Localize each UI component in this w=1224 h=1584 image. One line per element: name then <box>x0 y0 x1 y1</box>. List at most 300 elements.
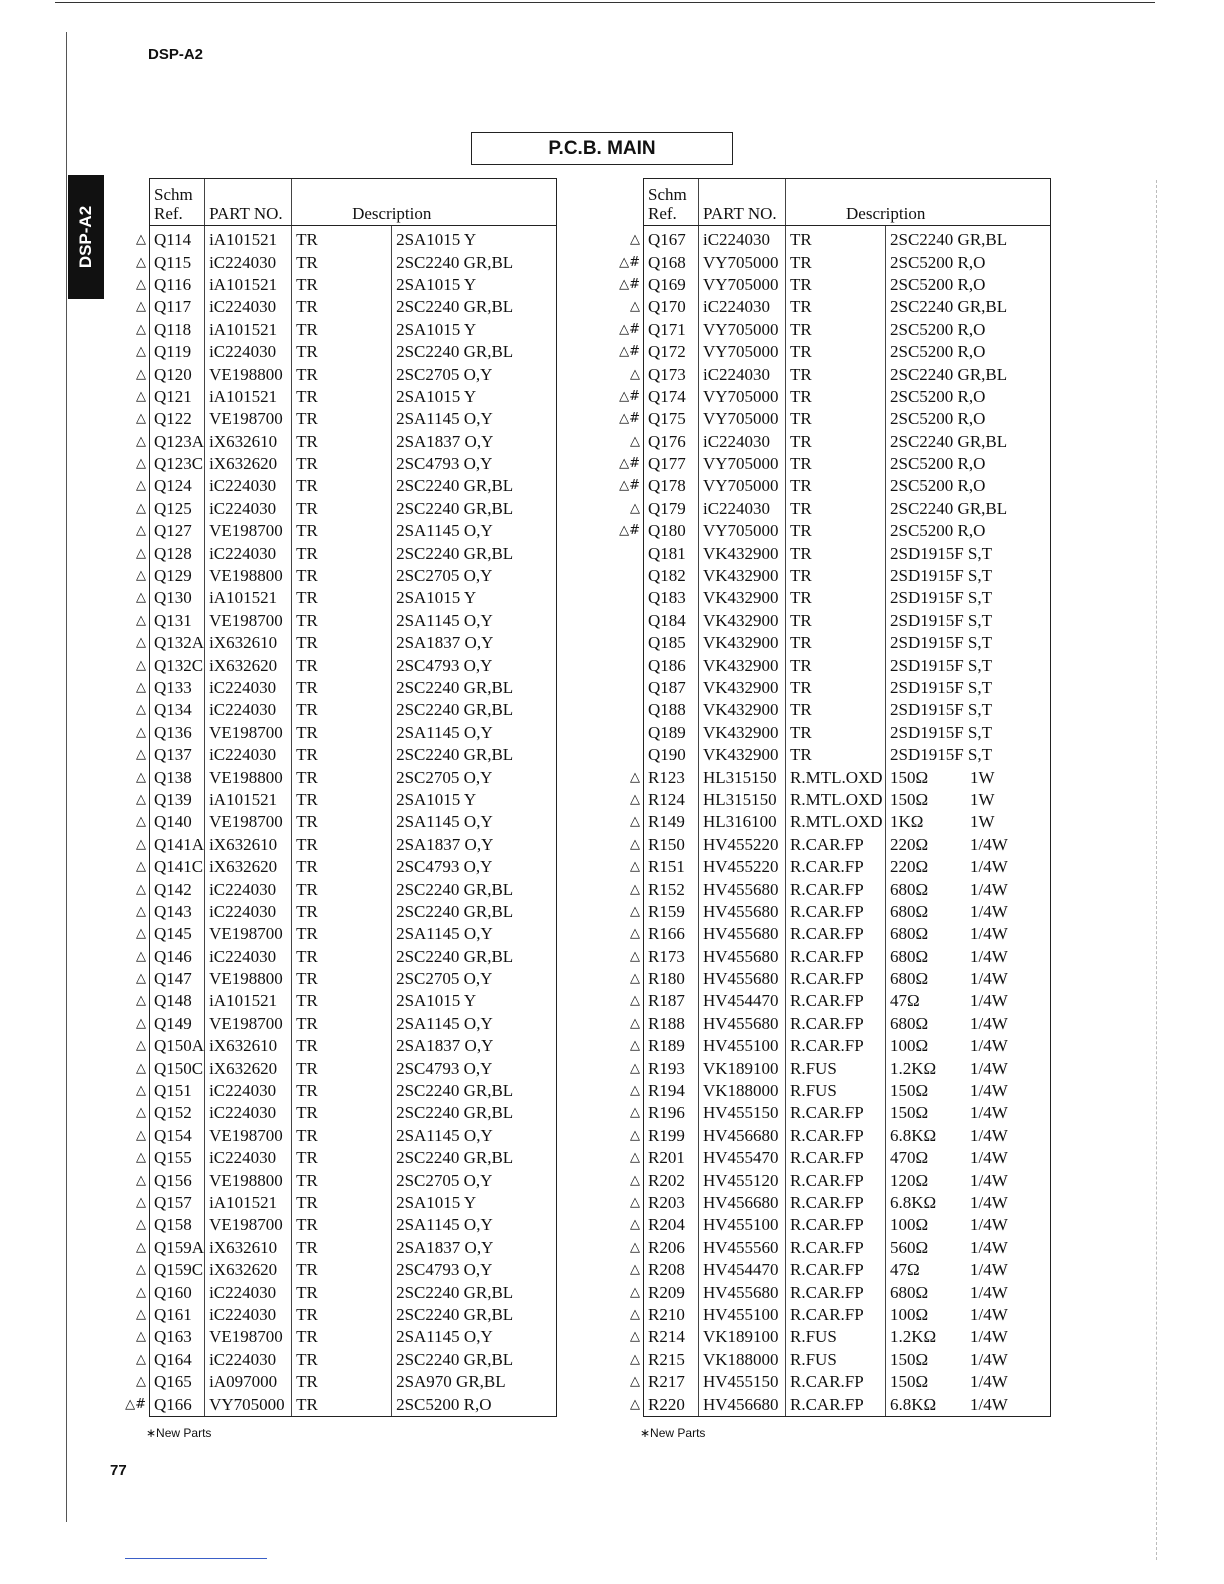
safety-mark: △ <box>136 814 146 830</box>
part-type: TR <box>786 498 886 520</box>
part-type: TR <box>292 722 392 744</box>
description <box>392 923 557 945</box>
safety-mark: △ <box>136 456 146 472</box>
description <box>886 1169 1051 1191</box>
description-value: 2SA1145 O,Y <box>396 1327 493 1347</box>
bottom-rule <box>125 1558 267 1559</box>
table-row <box>110 811 557 833</box>
rating: 1/4W <box>970 1148 1008 1168</box>
description <box>392 363 557 385</box>
schm-ref: Q171 <box>644 319 699 341</box>
description-value: 2SC2240 GR,BL <box>396 498 514 518</box>
schm-ref: Q190 <box>644 744 699 766</box>
description-value: 2SA1015 Y <box>396 386 477 406</box>
table-row <box>110 654 557 676</box>
table-row <box>110 542 557 564</box>
table-row <box>110 1169 557 1191</box>
table-row <box>604 1147 1051 1169</box>
table-row <box>110 431 557 453</box>
description <box>886 1013 1051 1035</box>
part-no: iA101521 <box>205 274 292 296</box>
table-row <box>110 1057 557 1079</box>
schm-ref: Q118 <box>150 319 205 341</box>
part-type: TR <box>292 834 392 856</box>
safety-mark: △ <box>136 903 146 919</box>
part-type: R.CAR.FP <box>786 1214 886 1236</box>
description-value: 2SC2240 GR,BL <box>396 1081 514 1101</box>
schm-ref: Q116 <box>150 274 205 296</box>
safety-mark: △ <box>136 388 146 404</box>
schm-ref: Q148 <box>150 990 205 1012</box>
part-type: R.CAR.FP <box>786 1013 886 1035</box>
part-no: iX632610 <box>205 632 292 654</box>
rating: 1/4W <box>970 969 1008 989</box>
description <box>886 386 1051 408</box>
safety-mark: △ <box>136 523 146 539</box>
part-type: TR <box>292 856 392 878</box>
safety-mark: △ <box>630 859 640 875</box>
schm-ref: Q170 <box>644 296 699 318</box>
table-row <box>110 498 557 520</box>
description-value: 2SD1915F S,T <box>890 745 993 765</box>
table-row <box>604 677 1051 699</box>
schm-ref: Q155 <box>150 1147 205 1169</box>
part-type: TR <box>292 587 392 609</box>
table-row <box>110 453 557 475</box>
description <box>886 296 1051 318</box>
part-no: iC224030 <box>205 946 292 968</box>
description-header: Description <box>786 179 1051 226</box>
description <box>392 1013 557 1035</box>
rating: 1/4W <box>970 946 1008 966</box>
description <box>392 341 557 363</box>
description <box>392 1371 557 1393</box>
safety-mark: △ <box>630 500 640 516</box>
schm-ref: Q188 <box>644 699 699 721</box>
description <box>886 834 1051 856</box>
part-type: TR <box>292 408 392 430</box>
safety-mark: △ <box>136 948 146 964</box>
table-row <box>604 632 1051 654</box>
schm-ref: Q124 <box>150 475 205 497</box>
part-no: VE198700 <box>205 811 292 833</box>
ref-header-label: Ref. <box>154 204 183 223</box>
right-margin-rule <box>1156 180 1157 1560</box>
part-no: VY705000 <box>699 475 786 497</box>
part-no: VK188000 <box>699 1080 786 1102</box>
safety-mark: △ <box>630 1105 640 1121</box>
description <box>886 722 1051 744</box>
schm-ref: Q127 <box>150 520 205 542</box>
part-type: TR <box>292 878 392 900</box>
description-value: 2SC2240 GR,BL <box>890 498 1008 518</box>
part-no: HV455100 <box>699 1214 786 1236</box>
description-value: 100Ω <box>890 1036 929 1056</box>
safety-mark: △ <box>136 1060 146 1076</box>
description <box>886 408 1051 430</box>
table-row <box>604 834 1051 856</box>
part-no: VE198700 <box>205 408 292 430</box>
description <box>392 946 557 968</box>
description <box>886 946 1051 968</box>
schm-ref: Q128 <box>150 542 205 564</box>
description-value: 150Ω <box>890 767 929 787</box>
description <box>886 811 1051 833</box>
safety-mark: △ <box>136 993 146 1009</box>
rating: 1/4W <box>970 1192 1008 1212</box>
description-header: Description <box>292 179 557 226</box>
part-type: TR <box>292 677 392 699</box>
table-row <box>110 1147 557 1169</box>
table-row <box>604 542 1051 564</box>
safety-mark: △ <box>136 769 146 785</box>
part-no: HV455150 <box>699 1371 786 1393</box>
description-value: 2SC2240 GR,BL <box>396 1282 514 1302</box>
description <box>886 699 1051 721</box>
schm-ref: Q174 <box>644 386 699 408</box>
description-value: 2SA1145 O,Y <box>396 409 493 429</box>
table-row <box>604 453 1051 475</box>
table-row <box>604 251 1051 273</box>
rating: 1/4W <box>970 1036 1008 1056</box>
part-no: VE198700 <box>205 1214 292 1236</box>
safety-mark: △# <box>619 456 640 472</box>
table-row <box>604 1371 1051 1393</box>
description <box>886 1237 1051 1259</box>
safety-mark: △ <box>136 1329 146 1345</box>
safety-mark: △ <box>136 1127 146 1143</box>
safety-mark: △ <box>136 1217 146 1233</box>
part-type: TR <box>786 274 886 296</box>
part-type: TR <box>786 677 886 699</box>
table-row <box>110 1326 557 1348</box>
part-type: R.CAR.FP <box>786 1035 886 1057</box>
part-type: TR <box>786 226 886 252</box>
description-value: 2SC5200 R,O <box>890 342 986 362</box>
new-parts-note: ∗New Parts <box>640 1426 706 1440</box>
part-no: iA101521 <box>205 319 292 341</box>
schm-ref: Q146 <box>150 946 205 968</box>
description <box>886 901 1051 923</box>
description-value: 2SA1015 Y <box>396 274 477 294</box>
part-type: TR <box>786 475 886 497</box>
schm-ref: R123 <box>644 766 699 788</box>
safety-mark: △ <box>630 881 640 897</box>
safety-mark <box>604 722 644 744</box>
schm-ref: Q141A <box>150 834 205 856</box>
description-value: 2SA1145 O,Y <box>396 812 493 832</box>
schm-ref: Q119 <box>150 341 205 363</box>
safety-mark: △ <box>136 1150 146 1166</box>
schm-ref: Q166 <box>150 1393 205 1416</box>
safety-mark: △ <box>136 1194 146 1210</box>
description-value: 1.2KΩ <box>890 1327 937 1347</box>
part-type: R.CAR.FP <box>786 1169 886 1191</box>
description <box>392 1259 557 1281</box>
description-value: 2SD1915F S,T <box>890 566 993 586</box>
description <box>886 565 1051 587</box>
ref-header <box>150 179 205 226</box>
schm-ref: Q178 <box>644 475 699 497</box>
safety-mark: △ <box>136 433 146 449</box>
part-type: TR <box>292 990 392 1012</box>
part-no: VE198800 <box>205 968 292 990</box>
table-row <box>110 319 557 341</box>
safety-mark: △ <box>630 1329 640 1345</box>
part-no: VY705000 <box>699 274 786 296</box>
table-row <box>110 520 557 542</box>
part-no: HV455680 <box>699 878 786 900</box>
description <box>392 1349 557 1371</box>
description-value: 2SC2705 O,Y <box>396 364 493 384</box>
part-type: TR <box>292 1371 392 1393</box>
part-type: TR <box>786 565 886 587</box>
schm-ref: R188 <box>644 1013 699 1035</box>
description-value: 680Ω <box>890 924 929 944</box>
part-type: TR <box>292 1147 392 1169</box>
table-row <box>110 565 557 587</box>
description-value: 2SA1145 O,Y <box>396 1215 493 1235</box>
description <box>392 1304 557 1326</box>
table-row <box>110 1035 557 1057</box>
table-row <box>604 811 1051 833</box>
rating: 1/4W <box>970 991 1008 1011</box>
safety-mark: △ <box>630 1262 640 1278</box>
part-no: VK432900 <box>699 587 786 609</box>
description <box>886 319 1051 341</box>
description <box>392 654 557 676</box>
table-row <box>604 699 1051 721</box>
schm-ref: Q165 <box>150 1371 205 1393</box>
description-value: 6.8KΩ <box>890 1125 937 1145</box>
safety-mark: △ <box>630 231 640 247</box>
schm-ref: R124 <box>644 789 699 811</box>
table-row <box>110 856 557 878</box>
part-no: iC224030 <box>205 542 292 564</box>
schm-ref: Q151 <box>150 1080 205 1102</box>
schm-ref: R217 <box>644 1371 699 1393</box>
description-value: 220Ω <box>890 857 929 877</box>
table-row <box>604 1214 1051 1236</box>
table-row <box>110 274 557 296</box>
description <box>392 1393 557 1416</box>
part-type: TR <box>292 901 392 923</box>
part-type: TR <box>786 341 886 363</box>
part-no: iC224030 <box>699 226 786 252</box>
part-type: TR <box>292 946 392 968</box>
ref-header <box>644 179 699 226</box>
description <box>392 632 557 654</box>
schm-ref: Q130 <box>150 587 205 609</box>
safety-mark: △ <box>136 836 146 852</box>
part-no: HV455680 <box>699 901 786 923</box>
part-type: TR <box>292 341 392 363</box>
safety-mark: △ <box>630 1083 640 1099</box>
description-value: 2SC2240 GR,BL <box>396 1304 514 1324</box>
description <box>392 453 557 475</box>
description-value: 2SC5200 R,O <box>890 252 986 272</box>
table-row <box>110 408 557 430</box>
description <box>392 789 557 811</box>
description-value: 2SC2240 GR,BL <box>396 1349 514 1369</box>
description <box>886 1349 1051 1371</box>
schm-ref: Q172 <box>644 341 699 363</box>
description <box>392 1281 557 1303</box>
rating: 1/4W <box>970 901 1008 921</box>
schm-ref: R215 <box>644 1349 699 1371</box>
table-row <box>604 968 1051 990</box>
part-no: VK432900 <box>699 610 786 632</box>
table-row <box>604 654 1051 676</box>
part-no: VY705000 <box>699 408 786 430</box>
description-value: 2SC2240 GR,BL <box>396 1148 514 1168</box>
rating: 1/4W <box>970 1327 1008 1347</box>
description-value: 1.2KΩ <box>890 1058 937 1078</box>
schm-ref: Q117 <box>150 296 205 318</box>
part-no: VE198800 <box>205 1169 292 1191</box>
description <box>886 789 1051 811</box>
table-row <box>604 1035 1051 1057</box>
part-type: TR <box>292 632 392 654</box>
table-row <box>110 722 557 744</box>
description <box>392 431 557 453</box>
part-type: R.CAR.FP <box>786 901 886 923</box>
schm-ref: R196 <box>644 1102 699 1124</box>
rating: 1/4W <box>970 879 1008 899</box>
schm-ref: R220 <box>644 1393 699 1416</box>
schm-ref: Q183 <box>644 587 699 609</box>
part-no: VY705000 <box>699 251 786 273</box>
table-row <box>604 1057 1051 1079</box>
description <box>392 744 557 766</box>
part-type: TR <box>292 1393 392 1416</box>
part-type: R.CAR.FP <box>786 968 886 990</box>
section-title: P.C.B. MAIN <box>471 132 733 165</box>
part-no: iX632610 <box>205 1237 292 1259</box>
description <box>392 319 557 341</box>
schm-ref: Q125 <box>150 498 205 520</box>
description <box>392 722 557 744</box>
part-no: iC224030 <box>205 1147 292 1169</box>
safety-mark: △ <box>630 1172 640 1188</box>
description <box>886 1214 1051 1236</box>
part-no: iA101521 <box>205 990 292 1012</box>
part-no: HV455220 <box>699 856 786 878</box>
description <box>392 811 557 833</box>
table-row <box>110 1192 557 1214</box>
description-value: 2SC5200 R,O <box>890 476 986 496</box>
table-row <box>604 1259 1051 1281</box>
description-value: 2SA1015 Y <box>396 230 477 250</box>
description-value: 47Ω <box>890 1260 920 1280</box>
rating: 1/4W <box>970 1125 1008 1145</box>
safety-mark: △ <box>136 680 146 695</box>
description <box>392 968 557 990</box>
safety-mark: △ <box>630 1150 640 1166</box>
part-no: VE198800 <box>205 363 292 385</box>
description-value: 2SC2240 GR,BL <box>396 901 514 921</box>
description <box>886 475 1051 497</box>
part-no: VE198700 <box>205 610 292 632</box>
safety-mark <box>604 610 644 632</box>
part-no: iA101521 <box>205 789 292 811</box>
rating: 1/4W <box>970 1081 1008 1101</box>
description-value: 470Ω <box>890 1148 929 1168</box>
schm-ref: Q147 <box>150 968 205 990</box>
description-value: 2SD1915F S,T <box>890 543 993 563</box>
safety-mark <box>604 699 644 721</box>
part-type: TR <box>292 498 392 520</box>
description <box>392 610 557 632</box>
part-type: R.CAR.FP <box>786 1304 886 1326</box>
schm-ref: Q164 <box>150 1349 205 1371</box>
part-no: iC224030 <box>699 296 786 318</box>
safety-mark: △# <box>619 321 640 337</box>
table-row <box>110 923 557 945</box>
description-value: 2SC2240 GR,BL <box>396 700 514 720</box>
description-value: 2SC2240 GR,BL <box>890 364 1008 384</box>
part-type: R.CAR.FP <box>786 1147 886 1169</box>
part-type: TR <box>292 319 392 341</box>
schm-ref: Q177 <box>644 453 699 475</box>
schm-ref: Q152 <box>150 1102 205 1124</box>
table-row <box>110 990 557 1012</box>
part-no: iA101521 <box>205 386 292 408</box>
description <box>886 1326 1051 1348</box>
safety-mark: △ <box>630 903 640 919</box>
part-type: TR <box>786 654 886 676</box>
schm-ref: Q168 <box>644 251 699 273</box>
description-value: 560Ω <box>890 1237 929 1257</box>
description <box>886 587 1051 609</box>
side-tab <box>68 175 104 299</box>
part-no: HV456680 <box>699 1192 786 1214</box>
safety-mark: △# <box>619 276 640 292</box>
part-no: iC224030 <box>205 498 292 520</box>
part-no: iA101521 <box>205 1192 292 1214</box>
safety-mark: △ <box>136 478 146 494</box>
safety-mark: △ <box>136 1105 146 1121</box>
part-type: TR <box>786 453 886 475</box>
description <box>886 878 1051 900</box>
new-parts-note: ∗New Parts <box>146 1426 212 1440</box>
description <box>886 610 1051 632</box>
schm-ref: R150 <box>644 834 699 856</box>
table-row <box>604 341 1051 363</box>
safety-mark: △# <box>619 478 640 494</box>
description-value: 2SC2240 GR,BL <box>396 1103 514 1123</box>
part-no: HV455680 <box>699 968 786 990</box>
description <box>886 766 1051 788</box>
description <box>392 1147 557 1169</box>
description <box>886 1371 1051 1393</box>
part-no: HL315150 <box>699 789 786 811</box>
table-row <box>110 1281 557 1303</box>
description <box>392 1237 557 1259</box>
schm-ref: Q149 <box>150 1013 205 1035</box>
schm-ref: Q160 <box>150 1281 205 1303</box>
safety-mark: △ <box>630 299 640 315</box>
table-row <box>604 363 1051 385</box>
part-type: TR <box>786 744 886 766</box>
part-type: TR <box>292 811 392 833</box>
description-value: 680Ω <box>890 1013 929 1033</box>
table-row <box>110 1102 557 1124</box>
description-value: 2SC2240 GR,BL <box>890 230 1008 250</box>
table-row <box>604 386 1051 408</box>
description <box>886 1080 1051 1102</box>
description-value: 2SC2240 GR,BL <box>396 252 514 272</box>
